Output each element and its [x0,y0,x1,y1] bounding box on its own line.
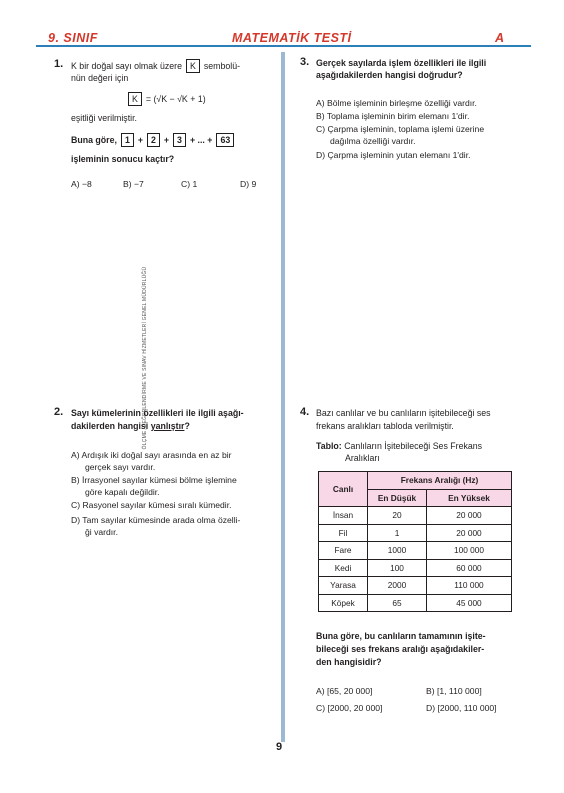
q3-option-a[interactable]: A) Bölme işleminin birleşme özelliği vardır. [316,98,477,108]
th-low: En Düşük [368,489,427,507]
booklet-label: A [495,31,505,45]
q4-question-3: den hangisidir? [316,657,382,667]
table-row [319,542,512,560]
q3-option-b[interactable]: B) Toplama işleminin birim elemanı 1'dir. [316,111,470,121]
q2-stem-2b: ? [184,421,190,431]
q4-caption-text: Canlıların İşitebileceği Ses Frekans [344,441,483,451]
q4-question-1: Buna göre, bu canlıların tamamının işite- [316,631,486,641]
th-high: En Yüksek [427,489,512,507]
q3-number: 3. [300,56,310,68]
q2-stem-2 [71,420,190,433]
q1-box-k: K [186,59,200,73]
q2-number: 2. [54,406,64,418]
cell-animal: Fare [319,542,368,560]
cell-animal: İnsan [319,507,368,525]
q1-bold2: işleminin sonucu kaçtır? [71,154,175,164]
cell-high: 45 000 [427,594,512,612]
table-row [319,507,512,525]
q4-option-d[interactable]: D) [2000, 110 000] [426,703,497,713]
cell-high: 60 000 [427,559,512,577]
cell-animal: Kedi [319,559,368,577]
q2-option-d-cont: ği vardır. [85,527,118,537]
q1-line2: nün değeri için [71,73,129,83]
cell-low: 2000 [368,577,427,595]
q1-line1 [71,59,240,73]
q4-option-b[interactable]: B) [1, 110 000] [426,686,482,696]
table-row [319,594,512,612]
q1-sum [71,133,234,147]
q1-box-1: 1 [121,133,134,147]
q3-stem-2: aşağıdakilerden hangisi doğrudur? [316,70,463,80]
cell-low: 65 [368,594,427,612]
q4-number: 4. [300,406,310,418]
cell-low: 20 [368,507,427,525]
q1-text-b: sembolü- [203,61,241,71]
q1-bold1: Buna göre, [71,135,117,145]
table-row [319,577,512,595]
q2-option-a[interactable]: A) Ardışık iki doğal sayı arasında en az bir [71,450,232,460]
q1-formula-box: K [128,92,142,106]
q4-question-2: bileceği ses frekans aralığı aşağıdakiler- [316,644,485,654]
cell-low: 100 [368,559,427,577]
q1-option-a[interactable]: A) −8 [71,179,92,189]
q2-option-b[interactable]: B) İrrasyonel sayılar kümesi bölme işlemine [71,475,237,485]
q4-stem-1: Bazı canlılar ve bu canlıların işitebileceği ses [316,408,491,418]
q1-plus-1: + [137,135,143,145]
q1-option-c[interactable]: C) 1 [181,179,198,189]
q3-option-c[interactable]: C) Çarpma işleminin, toplama işlemi üzerine [316,124,485,134]
q4-caption-label: Tablo: [316,441,342,451]
frequency-table [318,471,512,612]
q2-option-a-cont: gerçek sayı vardır. [85,462,156,472]
cell-high: 20 000 [427,524,512,542]
table-row [319,559,512,577]
q1-formula [128,92,206,106]
q1-plus-2: + [163,135,170,145]
cell-high: 20 000 [427,507,512,525]
cell-animal: Yarasa [319,577,368,595]
q1-option-d[interactable]: D) 9 [240,179,257,189]
q4-caption-2: Aralıkları [345,453,380,463]
q2-stem-1: Sayı kümelerinin özellikleri ile ilgili aşağı- [71,408,244,418]
q2-option-d[interactable]: D) Tam sayılar kümesinde arada olma özelli- [71,515,241,525]
cell-high: 100 000 [427,542,512,560]
test-title: MATEMATİK TESTİ [232,31,352,45]
th-range: Frekans Aralığı (Hz) [368,472,512,490]
q1-formula-rhs: = (√K − √K + 1) [145,94,206,104]
q1-line3: eşitliği verilmiştir. [71,113,137,123]
q1-text: K bir doğal sayı olmak üzere [71,61,182,71]
q1-box-2: 2 [147,133,160,147]
q3-option-c-cont: dağılma özelliği vardır. [330,136,416,146]
q2-option-b-cont: göre kapalı değildir. [85,487,160,497]
sidebar-institution-text: ÖLÇME, DEĞERLENDİRME VE SINAV HİZMETLERİ GENEL MÜDÜRLÜĞÜ [142,266,148,450]
cell-high: 110 000 [427,577,512,595]
q1-option-b[interactable]: B) −7 [123,179,144,189]
q2-stem-underlined: yanlıştır [150,421,185,431]
q4-option-a[interactable]: A) [65, 20 000] [316,686,373,696]
cell-low: 1000 [368,542,427,560]
q2-stem-2a: dakilerden hangisi [71,421,149,431]
grade-label: 9. SINIF [48,31,98,45]
cell-low: 1 [368,524,427,542]
table-row [319,524,512,542]
q4-option-c[interactable]: C) [2000, 20 000] [316,703,383,713]
q1-dots: + ... + [189,135,213,145]
th-animal: Canlı [319,472,368,507]
page-number: 9 [276,741,283,753]
q4-stem-2: frekans aralıkları tabloda verilmiştir. [316,421,454,431]
q1-box-63: 63 [216,133,234,147]
q3-stem-1: Gerçek sayılarda işlem özellikleri ile ilgili [316,58,487,68]
cell-animal: Köpek [319,594,368,612]
q1-box-3: 3 [173,133,186,147]
cell-animal: Fil [319,524,368,542]
q1-number: 1. [54,58,64,70]
q2-option-c[interactable]: C) Rasyonel sayılar kümesi sıralı kümedir. [71,500,232,510]
header-rule [36,45,531,47]
q3-option-d[interactable]: D) Çarpma işleminin yutan elemanı 1'dir. [316,150,471,160]
q4-caption [316,440,482,453]
column-divider [281,52,285,742]
